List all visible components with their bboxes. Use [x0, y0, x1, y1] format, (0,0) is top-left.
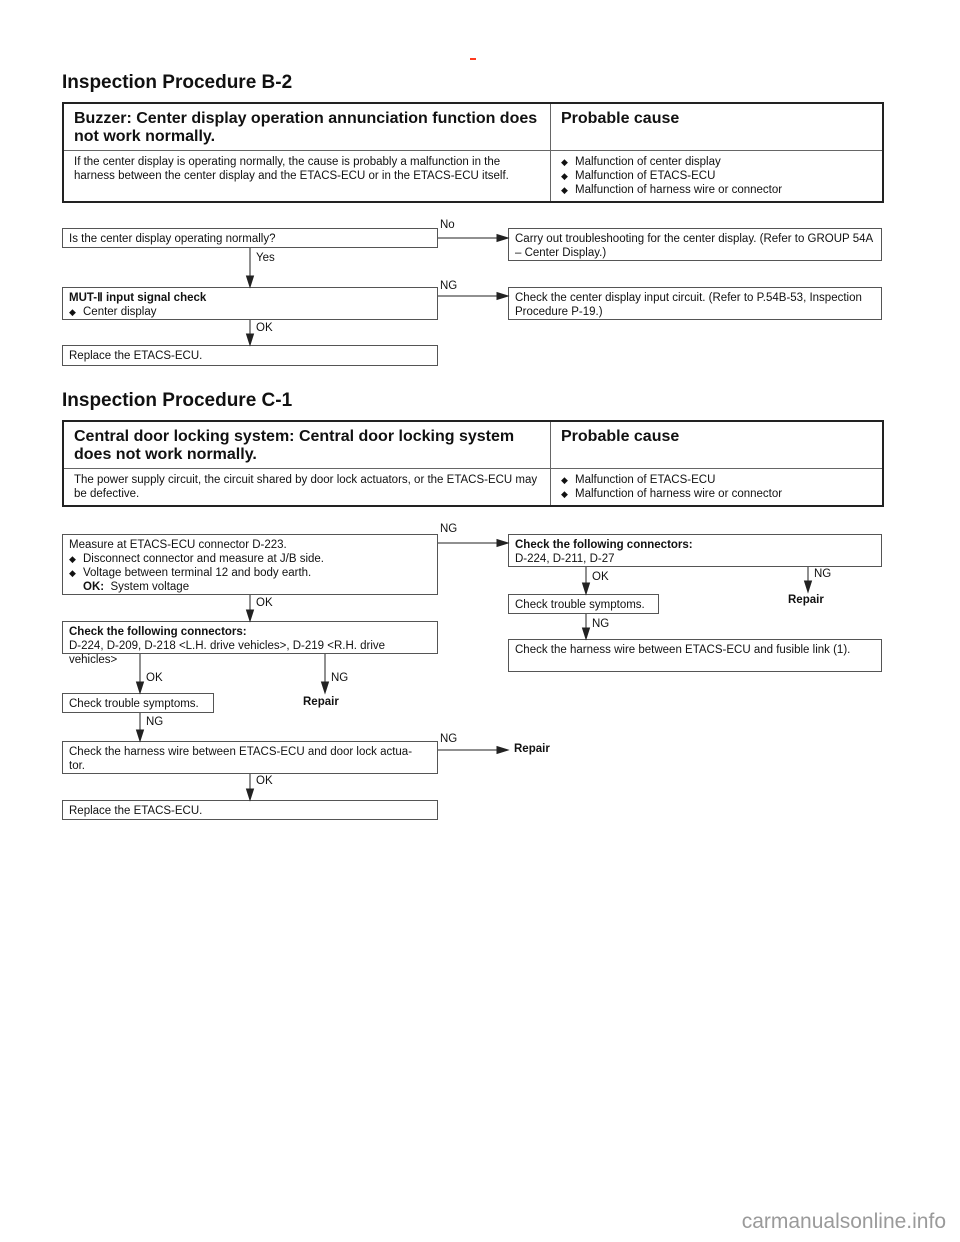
check-harness-door-lock: Check the harness wire between ETACS-ECU and door lock actua- tor. — [62, 741, 438, 774]
cause-item: ◆ Malfunction of harness wire or connector — [561, 183, 872, 197]
repair-label: Repair — [303, 696, 339, 708]
problem-description: The power supply circuit, the circuit shared by door lock actuators, or the ETACS-ECU may be defective. — [64, 469, 551, 505]
check-harness-fusible-link: Check the harness wire between ETACS-ECU and fusible link (1). — [508, 639, 882, 672]
check-trouble-symptoms-left: Check trouble symptoms. — [62, 693, 214, 713]
section-title-c1: Inspection Procedure C-1 — [62, 390, 293, 411]
check-connectors-list: D-224, D-209, D-218 <L.H. drive vehicles>, D-219 <R.H. drive vehicles> — [69, 640, 386, 666]
cause-item: ◆ Malfunction of ETACS-ECU — [561, 169, 872, 183]
measure-title: Measure at ETACS-ECU connector D-223. — [69, 539, 287, 551]
check-connectors-list: D-224, D-211, D-27 — [515, 553, 615, 565]
action-check-input-circuit: Check the center display input circuit. (Refer to P.54B-53, Inspection Procedure P-19.) — [508, 287, 882, 320]
action-replace-ecu-b2: Replace the ETACS-ECU. — [62, 345, 438, 366]
ok-label: OK — [256, 775, 273, 787]
problem-heading: Buzzer: Center display operation annunciation function does not work normally. — [64, 104, 551, 150]
action-center-display-troubleshoot: Carry out troubleshooting for the center display. (Refer to GROUP 54A – Center Display.) — [508, 228, 882, 261]
ok-label: OK — [256, 322, 273, 334]
question-center-display: Is the center display operating normally? — [62, 228, 438, 248]
ok-label: OK — [146, 672, 163, 684]
no-label: No — [440, 219, 455, 231]
ng-label: NG — [440, 523, 458, 535]
ng-label: NG — [440, 280, 458, 292]
cause-item: ◆ Malfunction of ETACS-ECU — [561, 473, 872, 487]
check-connectors-title: Check the following connectors: — [515, 539, 693, 551]
ng-label: NG — [814, 568, 832, 580]
cause-item: ◆ Malfunction of center display — [561, 155, 872, 169]
yes-label: Yes — [256, 252, 275, 264]
check-trouble-symptoms-right: Check trouble symptoms. — [508, 594, 659, 614]
repair-label: Repair — [788, 594, 824, 606]
section-title-b2: Inspection Procedure B-2 — [62, 72, 293, 93]
ng-label: NG — [592, 618, 610, 630]
check-connectors-title: Check the following connectors: — [69, 626, 247, 638]
action-replace-ecu-c1: Replace the ETACS-ECU. — [62, 800, 438, 820]
ng-label: NG — [331, 672, 349, 684]
ok-label: OK — [256, 597, 273, 609]
measure-ok-value: System voltage — [110, 581, 190, 593]
ng-label: NG — [440, 733, 458, 745]
measure-item: ◆ Voltage between terminal 12 and body earth. — [69, 566, 431, 580]
problem-description: If the center display is operating normally, the cause is probably a malfunction in the harness between the center display and the ETACS-ECU or in the ETACS-ECU itself. — [64, 151, 551, 201]
probable-cause-heading: Probable cause — [561, 428, 680, 445]
ok-label: OK — [592, 571, 609, 583]
cause-item: ◆ Malfunction of harness wire or connector — [561, 487, 872, 501]
watermark: carmanualsonline.info — [741, 1210, 946, 1233]
measure-ok-key: OK: — [83, 581, 105, 593]
problem-heading: Central door locking system: Central door locking system does not work normally. — [64, 422, 551, 468]
ng-label: NG — [146, 716, 164, 728]
measure-item: ◆ Disconnect connector and measure at J/B side. — [69, 552, 431, 566]
probable-cause-heading: Probable cause — [561, 110, 680, 127]
mut-check-item: ◆ Center display — [69, 305, 431, 319]
repair-label: Repair — [514, 743, 550, 755]
mut-check-title: MUT-Ⅱ input signal check — [69, 292, 207, 304]
